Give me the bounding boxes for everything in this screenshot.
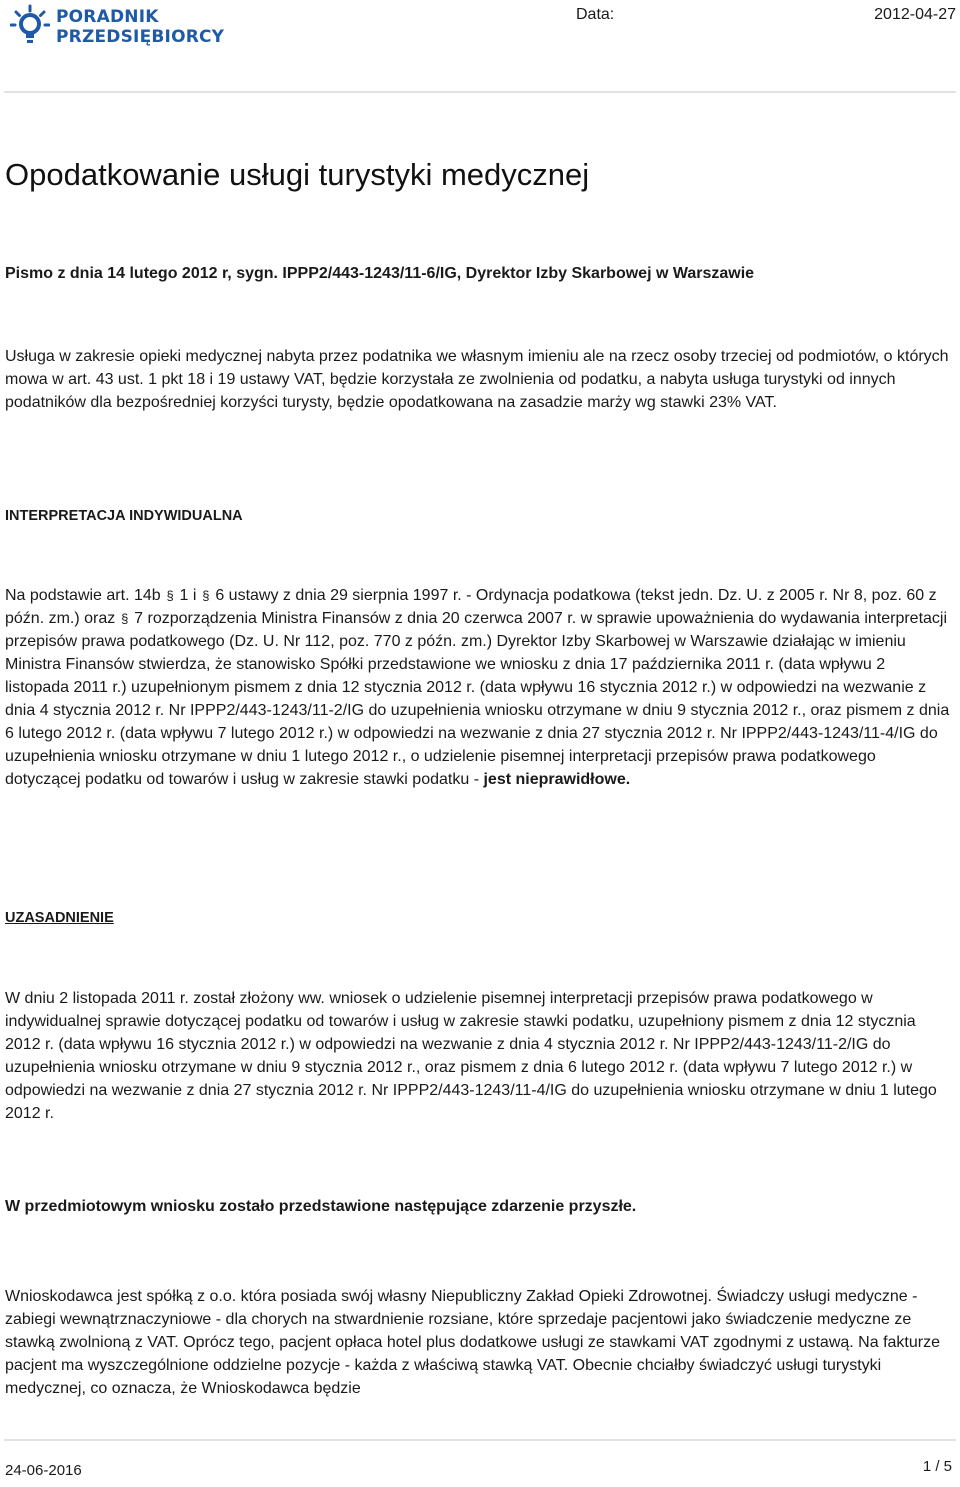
p1-verdict: jest nieprawidłowe.: [483, 771, 631, 788]
p1-text-a: Na podstawie art. 14b: [5, 587, 166, 604]
section-sign-3: §: [121, 611, 129, 626]
page-header: [0, 0, 960, 92]
p1-text-d: 7 rozporządzenia Ministra Finansów z dnia 20 czerwca 2007 r. w sprawie upoważnienia do wydawania interpretacji przepisów prawa podatkowego (Dz. U. Nr 112, poz. 770 z późn. zm.) Dyrektor Izby Skarbowej w Warszawie działając w imieniu Ministra Finansów stwierdza, że stanowisko Spółki przedstawione we wniosku z dnia 17 października 2011 r. (data wpływu 2 listopada 2011 r.) uzupełnionym pismem z dnia 12 stycznia 2012 r. (data wpływu 16 stycznia 2012 r.) w odpowiedzi na wezwanie z dnia 4 stycznia 2012 r. Nr IPPP2/443-1243/11-2/IG do uzupełnienia wniosku otrzymane w dniu 9 stycznia 2012 r., oraz pismem z dnia 6 lutego 2012 r. (data wpływu 7 lutego 2012 r.) w odpowiedzi na wezwanie z dnia 27 stycznia 2012 r. Nr IPPP2/443-1243/11-4/IG do uzupełnienia wniosku otrzymane w dniu 1 lutego 2012 r., o udzielenie pisemnej interpretacji przepisów prawa podatkowego dotyczącej podatku od towarów i usług w zakresie stawki podatku -: [5, 610, 950, 788]
zdarzenie-paragraph: Wnioskodawca jest spółką z o.o. która posiada swój własny Niepubliczny Zakład Opieki Zdrowotnej. Świadczy usługi medyczne - zabiegi wewnątrznaczyniowe - dla chorych na stwardnienie rozsiane, które sprzedaje pacjentowi jako świadczenie medyczne ze stawką zwolnioną z VAT. Oprócz tego, pacjent opłaca hotel plus dodatkowe usługi ze stawkami VAT zgodnymi z ustawą. Na fakturze pacjent ma wyszczególnione oddzielne pozycje - każda z właściwą stawką VAT. Obecnie chciałby świadczyć usługi turystyki medycznej, co oznacza, że Wnioskodawca będzie: [5, 1288, 940, 1397]
date-value: 2012-04-27: [874, 6, 956, 23]
interpretacja-paragraph: [5, 584, 951, 791]
lightbulb-icon: [10, 4, 50, 50]
logo-line-1: PORADNIK: [56, 7, 159, 27]
footer-date: 24-06-2016: [5, 1462, 82, 1479]
article-summary: Usługa w zakresie opieki medycznej nabyta przez podatnika we własnym imieniu ale na rzecz osoby trzeciej od podmiotów, o których mowa w art. 43 ust. 1 pkt 18 i 19 ustawy VAT, będzie korzystała ze zwolnienia od podatku, a nabyta usługa turystyki od innych podatników dla bezpośredniej korzyści turysty, będzie opodatkowana na zasadzie marży wg stawki 23% VAT.: [5, 348, 949, 411]
uzasadnienie-heading: UZASADNIENIE: [5, 910, 114, 926]
header-divider: [4, 91, 956, 93]
section-sign-1: §: [166, 588, 174, 603]
article-subtitle: Pismo z dnia 14 lutego 2012 r, sygn. IPPP2/443-1243/11-6/IG, Dyrektor Izby Skarbowej w Warszawie: [5, 265, 755, 282]
p1-text-c: 6 ustawy z dnia 29 sierpnia 1997 r. - Ordynacja podatkowa (tekst jedn. Dz. U. z 2005 r. Nr 8, poz. 60 z późn. zm.) oraz: [5, 587, 937, 627]
date-label: Data:: [576, 6, 615, 23]
article: [5, 155, 951, 1397]
date-block: [576, 6, 956, 24]
section-sign-2: §: [202, 588, 210, 603]
p1-text-b: 1 i: [175, 587, 201, 604]
page-number: 1 / 5: [922, 1458, 952, 1475]
zdarzenie-heading: W przedmiotowym wniosku zostało przedstawione następujące zdarzenie przyszłe.: [5, 1198, 637, 1215]
uzasadnienie-paragraph: W dniu 2 listopada 2011 r. został złożony ww. wniosek o udzielenie pisemnej interpretacji przepisów prawa podatkowego w indywidualnej sprawie dotyczącej podatku od towarów i usług w zakresie stawki podatku, uzupełniony pismem z dnia 12 stycznia 2012 r. (data wpływu 16 stycznia 2012 r.) w odpowiedzi na wezwanie z dnia 4 stycznia 2012 r. Nr IPPP2/443-1243/11-2/IG do uzupełnienia wniosku otrzymane w dniu 9 stycznia 2012 r., oraz pismem z dnia 6 lutego 2012 r. (data wpływu 7 lutego 2012 r.) w odpowiedzi na wezwanie z dnia 27 stycznia 2012 r. Nr IPPP2/443-1243/11-4/IG do uzupełnienia wniosku otrzymane w dniu 1 lutego 2012 r.: [5, 990, 937, 1122]
page-title: Opodatkowanie usługi turystyki medycznej: [5, 157, 590, 192]
footer-divider: [4, 1439, 956, 1441]
interpretacja-heading: INTERPRETACJA INDYWIDUALNA: [5, 508, 243, 524]
logo[interactable]: [10, 4, 224, 50]
logo-line-2: PRZEDSIĘBIORCY: [56, 27, 225, 47]
logo-text: [56, 7, 224, 47]
